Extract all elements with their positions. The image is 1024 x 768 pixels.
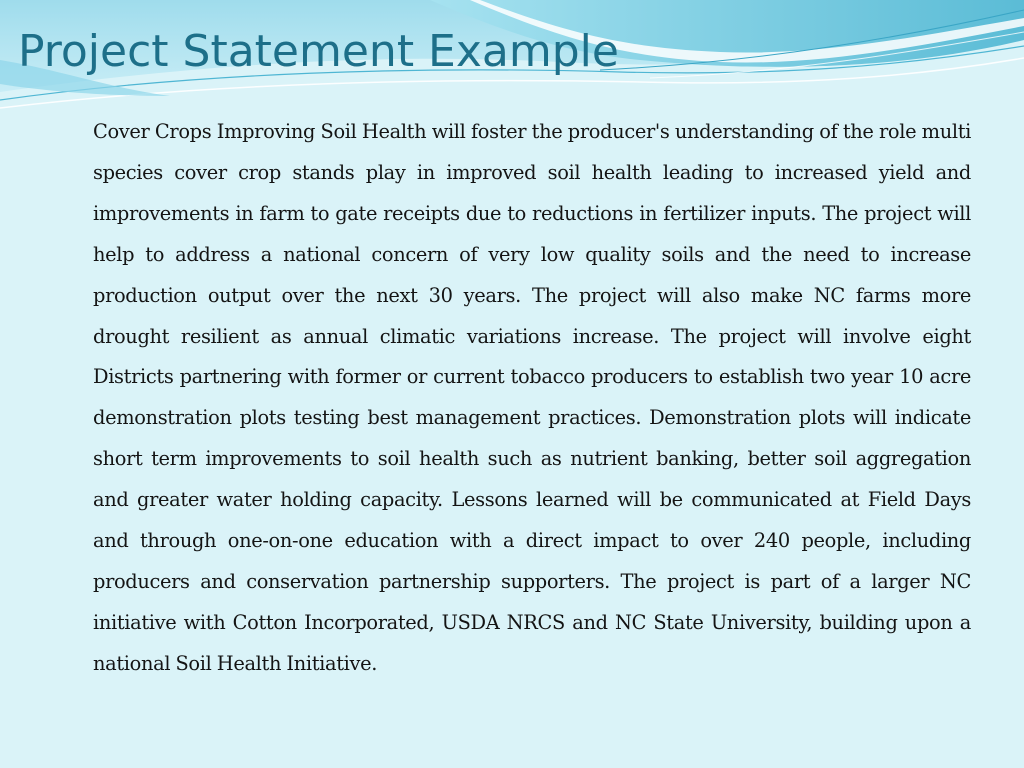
slide-title: Project Statement Example <box>18 26 619 77</box>
project-statement-paragraph: Cover Crops Improving Soil Health will foster the producer's understanding of the role multi species cover crop stands play in improved soil health leading to increased yield and improvements in farm to gate receipts due to reductions in fertilizer inputs. The project will help to address a national concern of very low quality soils and the need to increase production output over the next 30 years. The project will also make NC farms more drought resilient as annual climatic variations increase. The project will involve eight Districts partnering with former or current tobacco producers to establish two year 10 acre demonstration plots testing best management practices. Demonstration plots will indicate short term improvements to soil health such as nutrient banking, better soil aggregation and greater water holding capacity. Lessons learned will be communicated at Field Days and through one-on-one education with a direct impact to over 240 people, including producers and conservation partnership supporters. The project is part of a larger NC initiative with Cotton Incorporated, USDA NRCS and NC State University, building upon a national Soil Health Initiative. <box>93 120 971 675</box>
